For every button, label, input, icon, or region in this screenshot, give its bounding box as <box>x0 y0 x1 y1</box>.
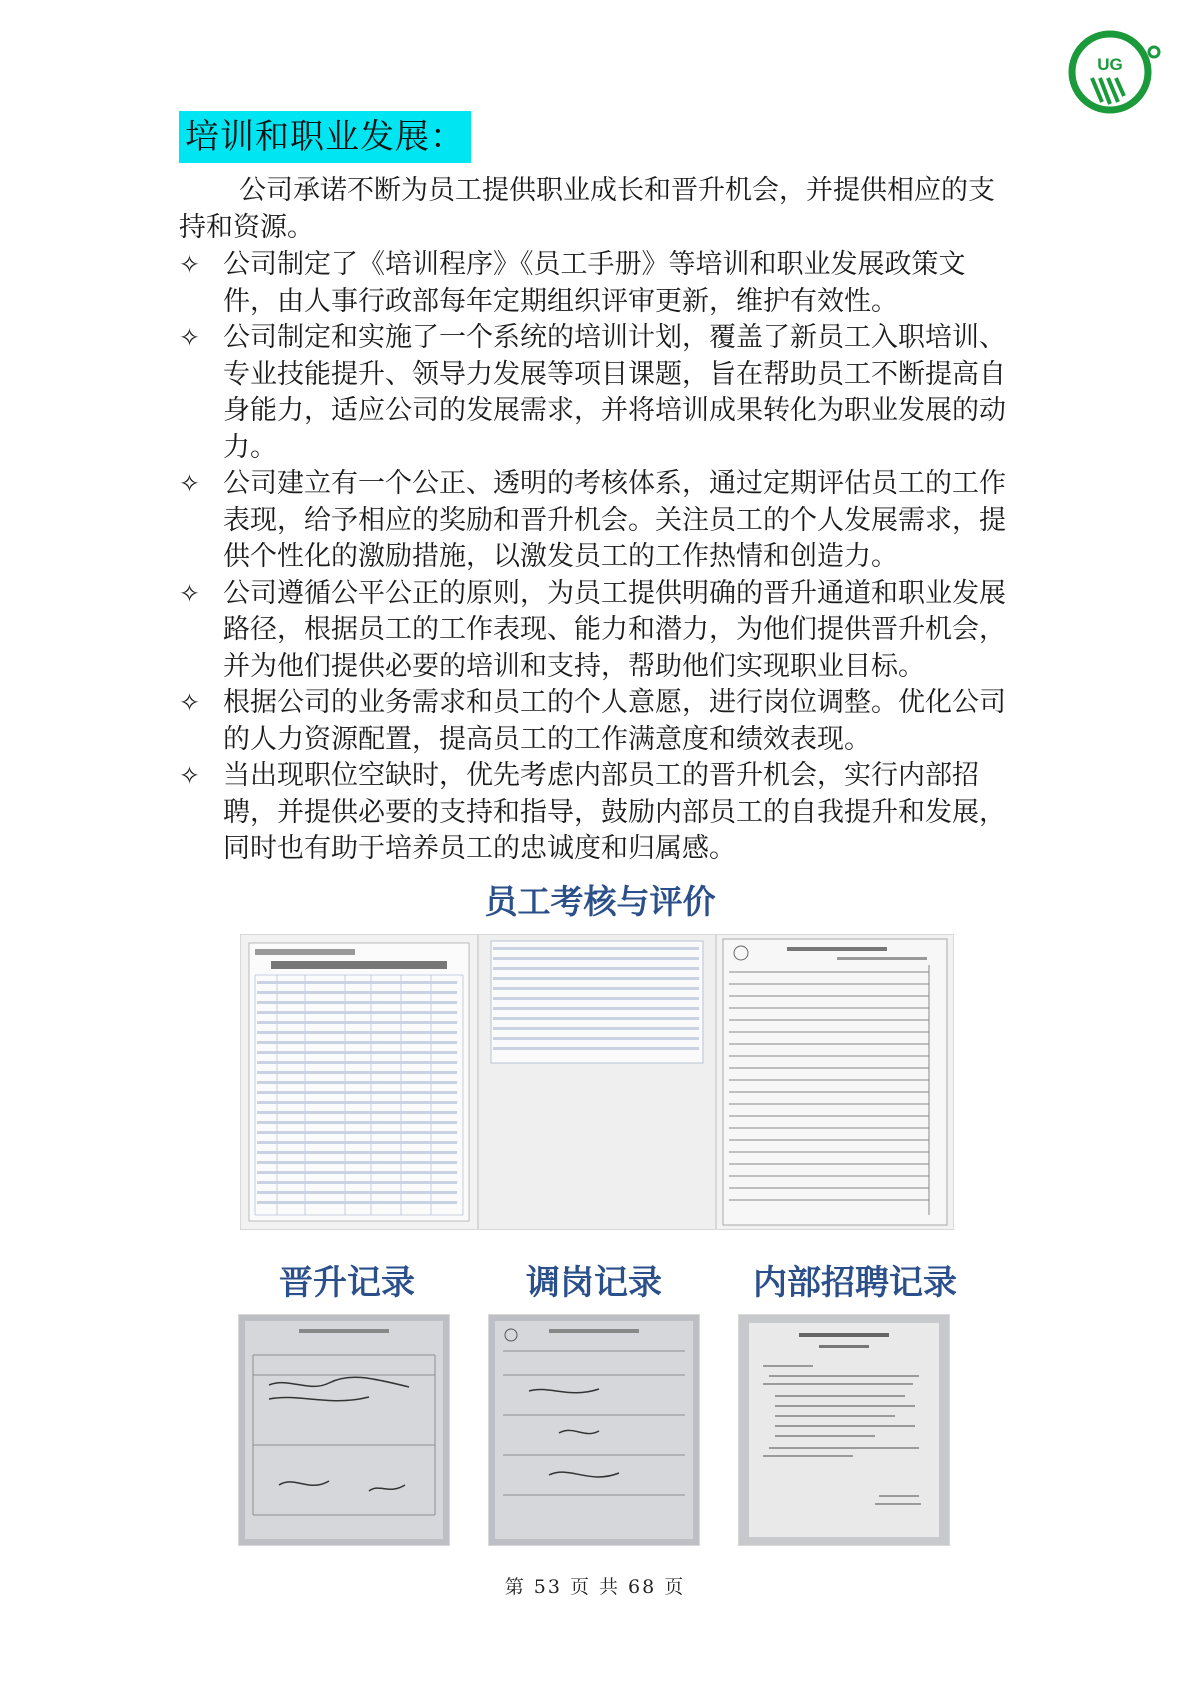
assessment-table-scan <box>240 934 478 1230</box>
assessment-table-continued-scan <box>478 934 716 1230</box>
list-item: ✧ 公司制定了《培训程序》《员工手册》等培训和职业发展政策文件，由人事行政部每年定期组织评审更新，维护有效性。 <box>179 249 966 317</box>
list-item: ✧ 公司建立有一个公正、透明的考核体系，通过定期评估员工的工作表现，给予相应的奖励和晋升机会。关注员工的个人发展需求，提供个性化的激励措施，以激发员工的工作热情和创造力。 <box>179 468 1006 572</box>
internal-recruit-notice-photo <box>738 1314 950 1546</box>
sparkle-bullet-icon: ✧ <box>179 688 200 717</box>
sparkle-bullet-icon: ✧ <box>179 323 200 352</box>
sparkle-bullet-icon: ✧ <box>179 761 200 790</box>
operator-assessment-form-scan <box>716 934 954 1230</box>
list-item: ✧ 根据公司的业务需求和员工的个人意愿，进行岗位调整。优化公司的人力资源配置，提高员工的工作满意度和绩效表现。 <box>179 687 1006 755</box>
company-logo <box>1066 22 1162 118</box>
assessment-caption: 员工考核与评价 <box>484 882 716 921</box>
list-item: ✧ 当出现职位空缺时，优先考虑内部员工的晋升机会，实行内部招聘，并提供必要的支持和指导，鼓励内部员工的自我提升和发展，同时也有助于培养员工的忠诚度和归属感。 <box>179 760 1006 864</box>
list-item: ✧ 公司遵循公平公正的原则，为员工提供明确的晋升通道和职业发展路径，根据员工的工作表现、能力和潜力，为他们提供晋升机会，并为他们提供必要的培训和支持，帮助他们实现职业目标。 <box>179 577 1006 682</box>
transfer-form-photo <box>488 1314 700 1546</box>
section-heading: 培训和职业发展： <box>179 111 471 163</box>
page-number: 第 53 页 共 68 页 <box>504 1576 686 1598</box>
list-item: ✧ 公司制定和实施了一个系统的培训计划，覆盖了新员工入职培训、专业技能提升、领导力发展等项目课题，旨在帮助员工不断提高自身能力，适应公司的发展需求，并将培训成果转化为职业发展的动力。 <box>179 322 1006 463</box>
transfer-caption: 调岗记录 <box>526 1263 662 1303</box>
promotion-caption: 晋升记录 <box>279 1263 415 1303</box>
bullet-list <box>179 247 1019 868</box>
sparkle-bullet-icon: ✧ <box>179 469 200 498</box>
sparkle-bullet-icon: ✧ <box>179 250 200 279</box>
logo-lettering: UG <box>1097 55 1123 74</box>
internal-recruit-caption: 内部招聘记录 <box>753 1263 957 1303</box>
sparkle-bullet-icon: ✧ <box>179 578 200 608</box>
promotion-form-photo <box>238 1314 450 1546</box>
intro-paragraph: 公司承诺不断为员工提供职业成长和晋升机会，并提供相应的支持和资源。 <box>179 175 995 243</box>
